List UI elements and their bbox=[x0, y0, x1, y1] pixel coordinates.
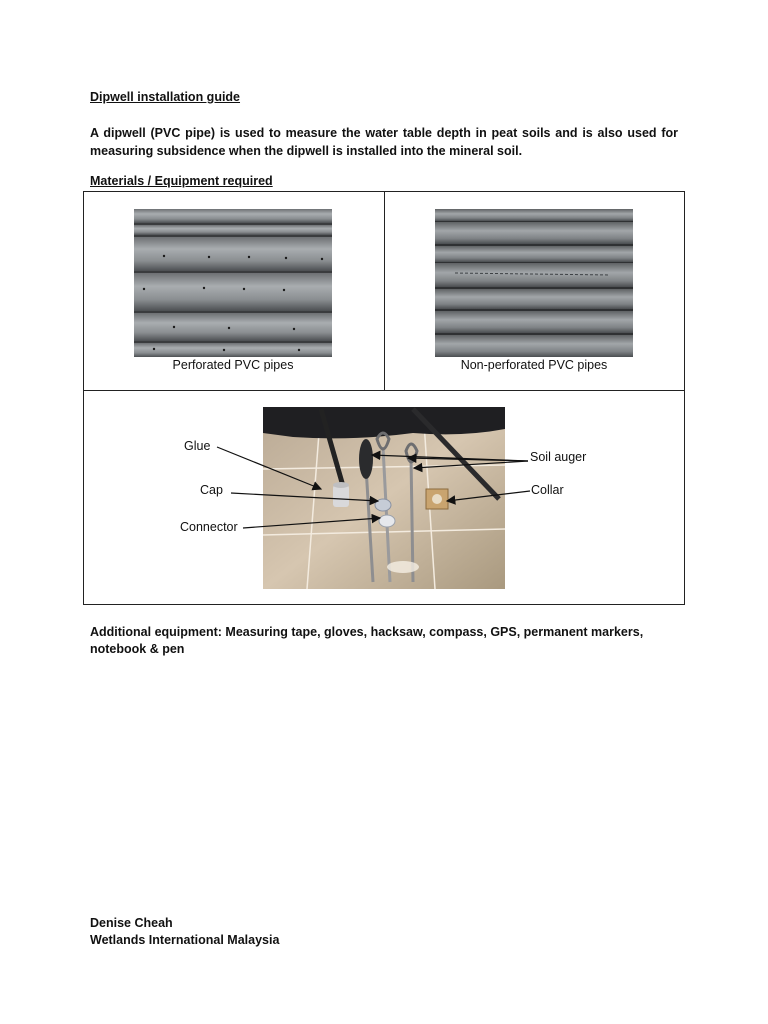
glue-label: Glue bbox=[184, 439, 211, 453]
intro-paragraph: A dipwell (PVC pipe) is used to measure the water table depth in peat soils and is also used for measuring subsidence when the dipwell is installed into the mineral soil. bbox=[90, 126, 678, 158]
collar-arrow bbox=[447, 491, 530, 501]
glue-arrow bbox=[217, 447, 321, 489]
connector-arrow bbox=[243, 518, 380, 528]
auger-arrow-3 bbox=[414, 461, 528, 468]
author-name: Denise Cheah bbox=[90, 916, 173, 930]
materials-heading: Materials / Equipment required bbox=[90, 174, 273, 188]
additional-equipment: Additional equipment: Measuring tape, gloves, hacksaw, compass, GPS, permanent markers, notebook & pen bbox=[90, 625, 644, 656]
organization-name: Wetlands International Malaysia bbox=[90, 933, 280, 947]
perforated-pipes-caption: Perforated PVC pipes bbox=[172, 358, 294, 372]
soil-auger-label: Soil auger bbox=[530, 450, 587, 464]
connector-label: Connector bbox=[180, 520, 238, 534]
collar-label: Collar bbox=[531, 483, 564, 497]
document-title: Dipwell installation guide bbox=[90, 90, 241, 104]
cap-label: Cap bbox=[200, 483, 223, 497]
cap-arrow bbox=[231, 493, 378, 501]
non-perforated-pipes-caption: Non-perforated PVC pipes bbox=[460, 358, 608, 372]
